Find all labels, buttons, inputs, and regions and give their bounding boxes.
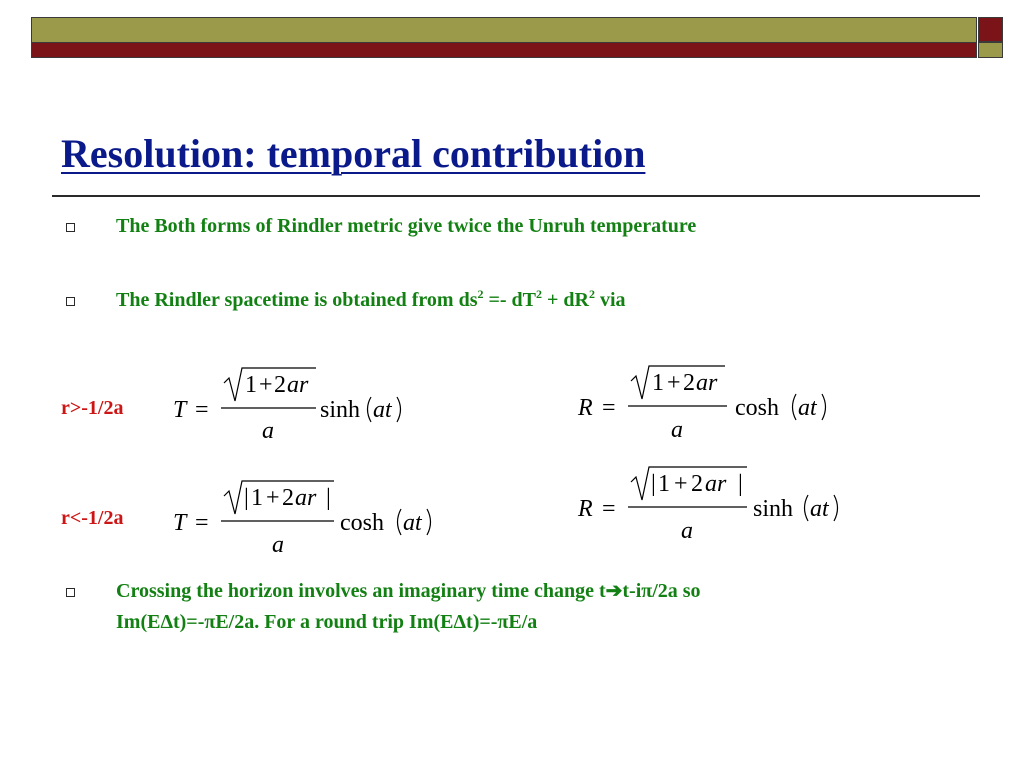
eq1-num-two: 2 — [274, 372, 286, 398]
eq4-num-bar-close: | — [738, 471, 743, 497]
bullet-2-mid-2: + dR — [542, 289, 589, 311]
eq3-num-plus: + — [266, 485, 280, 511]
eq2-paren-left — [793, 394, 797, 420]
eq4-num-two: 2 — [691, 471, 703, 497]
eq1-lhs: T — [173, 397, 187, 423]
slide-title: Resolution: temporal contribution — [61, 131, 646, 176]
eq4-paren-right — [834, 495, 838, 521]
eq2-den: a — [671, 417, 683, 443]
eq4-sqrt-sign — [631, 467, 747, 500]
eq3-equals: = — [195, 510, 209, 536]
eq3-func: cosh — [340, 510, 384, 536]
header-square-red — [978, 17, 1003, 42]
eq3-lhs: T — [173, 510, 187, 536]
header-bar-red — [31, 42, 977, 58]
bullet-text-3 — [116, 576, 701, 638]
condition-label-negative: r<-1/2a — [61, 507, 124, 529]
eq1-equals: = — [195, 397, 209, 423]
eq1-arg: at — [373, 397, 392, 423]
eq2-equals: = — [602, 395, 616, 421]
eq2-paren-right — [822, 394, 826, 420]
equation-t-sinh — [168, 365, 418, 445]
eq1-num-ar: ar — [287, 372, 309, 398]
eq2-lhs: R — [578, 395, 593, 421]
eq1-paren-left — [368, 397, 372, 422]
eq1-num-plus: + — [259, 372, 273, 398]
eq2-num-two: 2 — [683, 370, 695, 396]
bullet-2-sup-1: 2 — [477, 287, 484, 301]
eq1-func: sinh — [320, 397, 361, 423]
eq3-num-ar: ar — [295, 485, 317, 511]
eq3-num-bar: | — [244, 485, 249, 511]
eq4-den: a — [681, 518, 693, 544]
bullet-2-post: via — [595, 289, 626, 311]
eq2-num-one: 1 — [652, 370, 664, 396]
eq3-paren-right — [427, 509, 431, 535]
eq2-func: cosh — [735, 395, 779, 421]
eq4-lhs: R — [578, 496, 593, 522]
eq1-num-one: 1 — [245, 372, 257, 398]
eq1-paren-right — [397, 397, 401, 422]
eq4-num-bar: | — [651, 471, 656, 497]
eq1-den: a — [262, 418, 274, 444]
bullet-2-pre: The Rindler spacetime is obtained from ds — [116, 289, 478, 311]
eq2-num-ar: ar — [696, 370, 718, 396]
header-square-olive — [978, 42, 1003, 58]
title-divider — [52, 195, 980, 197]
eq2-arg: at — [798, 395, 817, 421]
bullet-2-sup-3: 2 — [589, 287, 595, 301]
bullet-square-icon — [66, 588, 75, 597]
equation-t-cosh — [168, 477, 443, 559]
eq4-equals: = — [602, 496, 616, 522]
bullet-3-line-1: Crossing the horizon involves an imaginary time change t➔t-iπ/2a so — [116, 580, 701, 602]
equation-r-cosh — [575, 362, 845, 444]
eq2-num-plus: + — [667, 370, 681, 396]
eq3-den: a — [272, 532, 284, 558]
equation-r-sinh — [575, 463, 850, 545]
bullet-square-icon — [66, 297, 75, 306]
bullet-2-mid-1: =- dT — [483, 289, 537, 311]
eq4-num-one: 1 — [658, 471, 670, 497]
condition-label-positive: r>-1/2a — [61, 397, 124, 419]
bullet-3-line-2: Im(EΔt)=-πE/2a. For a round trip Im(EΔt)=-πE/a — [116, 611, 538, 633]
bullet-square-icon — [66, 223, 75, 232]
bullet-2-sup-2: 2 — [536, 287, 543, 301]
eq4-num-plus: + — [674, 471, 688, 497]
eq3-num-two: 2 — [282, 485, 294, 511]
eq3-num-bar-close: | — [326, 485, 331, 511]
eq4-paren-left — [805, 495, 809, 521]
header-bar-olive — [31, 17, 977, 42]
eq4-num-ar: ar — [705, 471, 727, 497]
eq3-num-one: 1 — [251, 485, 263, 511]
bullet-text-1: The Both forms of Rindler metric give twice the Unruh temperature — [116, 215, 697, 237]
eq4-arg: at — [810, 496, 829, 522]
eq3-paren-left — [398, 509, 402, 535]
eq3-arg: at — [403, 510, 422, 536]
bullet-text-2 — [116, 285, 626, 316]
eq4-func: sinh — [753, 496, 794, 522]
